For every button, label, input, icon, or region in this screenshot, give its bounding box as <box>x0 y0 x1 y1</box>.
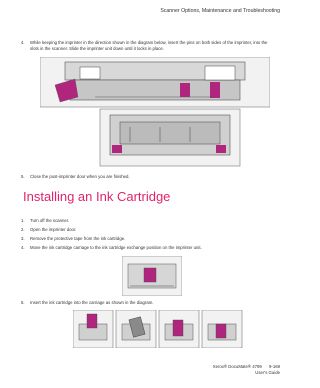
step-2-open-door <box>21 227 275 233</box>
footer-guide: User's Guide <box>255 370 280 375</box>
section-title: Installing an Ink Cartridge <box>23 189 171 204</box>
step-text: Insert the ink cartridge into the carriage as shown in the diagram. <box>30 300 154 305</box>
step-text: Turn off the scanner. <box>30 218 70 223</box>
figure-imprinter-insertion <box>40 57 270 167</box>
step-number: 4. <box>21 245 25 250</box>
footer-product: Xerox® DocuMate® 4799 <box>212 364 262 369</box>
insertion-panel-2 <box>116 310 156 348</box>
step-number: 5. <box>21 174 25 179</box>
step-text: Open the imprinter door. <box>30 227 77 232</box>
step-number: 1. <box>21 218 25 223</box>
figure-cartridge-insertion <box>73 310 243 348</box>
step-4-insert-imprinter <box>21 40 275 52</box>
insertion-panel-3 <box>159 310 199 348</box>
step-number: 3. <box>21 236 25 241</box>
step-number: 4. <box>21 40 25 45</box>
step-text: Close the post-imprinter door when you are finished. <box>30 174 130 179</box>
page-footer <box>213 364 280 376</box>
step-5-close-door <box>21 174 275 180</box>
step-text: Move the ink cartridge carriage to the ink cartridge exchange position on the imprinter unit. <box>30 245 202 250</box>
step-1-turn-off <box>21 218 275 224</box>
insertion-panel-1 <box>73 310 113 348</box>
step-number: 5. <box>21 300 25 305</box>
step-5-insert-cartridge <box>21 300 275 306</box>
step-text: While keeping the imprinter in the direction shown in the diagram below, insert the pins on both sides of the imprinter, into the slots in the scanner. Slide the imprinter unit down until it locks in place. <box>30 40 268 51</box>
step-text: Remove the protective tape from the ink cartridge. <box>30 236 126 241</box>
insertion-panel-4 <box>202 310 242 348</box>
figure-carriage-position <box>122 256 182 296</box>
step-number: 2. <box>21 227 25 232</box>
running-header: Scanner Options, Maintenance and Troubleshooting <box>160 8 280 14</box>
footer-page-number: 9-169 <box>269 364 280 369</box>
pin-slot-marker <box>180 83 190 97</box>
step-3-remove-tape <box>21 236 275 242</box>
step-4-move-carriage <box>21 245 275 251</box>
